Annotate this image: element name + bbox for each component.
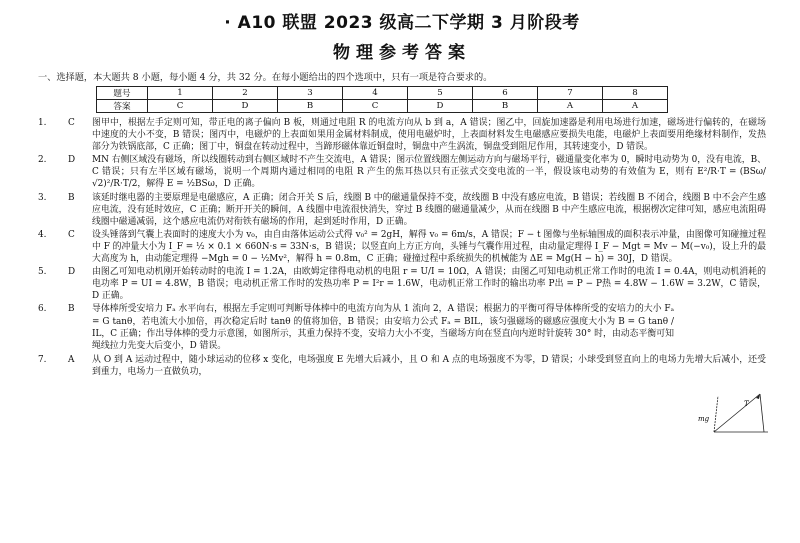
table-cell: A (603, 100, 668, 113)
table-row (97, 100, 668, 113)
question-number: 7. (38, 354, 47, 365)
table-cell: 8 (603, 87, 668, 100)
question-explanation: 图甲中，根据左手定则可知，带正电的离子偏向 B 板，则通过电阻 R 的电流方向从 b 到 a，A 错误；图乙中，回旋加速器是利用电场进行加速，磁场进行偏转的，在磁场中速度的大小不变，B 错误；图丙中，电磁炉的上表面如果用金属材料制成，使用电磁炉时，上表面材料发生电磁感应要损失电能，电磁炉上表面要用绝缘材料制作，发热部分为铁锅底部，C 正确；图丁中，铜盘在转动过程中，当蹄形磁体靠近铜盘时，铜盘中产生涡流，铜盘受到阻尼作用，其转速变小，D 错误。 (92, 118, 766, 153)
table-cell: 2 (213, 87, 278, 100)
diagram-tension-line (714, 394, 760, 432)
table-cell: 6 (473, 87, 538, 100)
question-number: 5. (38, 267, 47, 278)
diagram-force-line (760, 394, 764, 432)
table-cell: B (278, 100, 343, 113)
diagram-dashed-line (714, 396, 718, 432)
question-answer: B (68, 192, 75, 203)
table-cell: 7 (538, 87, 603, 100)
question-item (38, 192, 766, 228)
question-answer: D (68, 267, 76, 278)
question-item (38, 229, 766, 265)
question-answer: C (68, 229, 75, 240)
table-cell: C (148, 100, 213, 113)
question-answer: A (68, 354, 75, 365)
table-cell: A (538, 100, 603, 113)
table-cell: C (343, 100, 408, 113)
question-answer: C (68, 118, 75, 128)
question-explanation: 导体棒所受安培力 Fₐ 水平向右，根据左手定则可判断导体棒中的电流方向为从 1 流向 2，A 错误；根据力的平衡可得导体棒所受的安培力的大小 Fₐ = G tanθ，若电流大小加倍，再次稳定后时 tanθ 的值将加倍，B 错误；由安培力公式 Fₐ = BIL，该匀强磁场的磁感应强度大小为 B = G tanθ / IL，C 正确；作出导体棒的受力示意图，如图所示，其重力保持不变，安培力大小不变，当磁场方向在竖直向内逆时针旋转 30° 时，由动态平衡可知绳线拉力先变大后变小，D 错误。 (92, 304, 674, 351)
question-explanation: 设头锤落到气囊上表面时的速度大小为 v₀，由自由落体运动公式得 v₀² = 2gH，解得 v₀ = 6m/s，A 错误；F − t 图像与坐标轴围成的面积表示冲量，由图像可知碰撞过程中 F 的冲量大小为 I_F = ½ × 0.1 × 660N·s = 33N·s，B 错误；以竖直向上方正方向，头锤与气囊作用过程，由动量定理得 I_F − Mgt = Mv − M(−v₀)，设上升的最大高度为 h，由动能定理得 −Mgh = 0 − ½Mv²，解得 h = 0.8m，C 正确；碰撞过程中系统损失的机械能为 ΔE = Mg(H − h) = 30J，D 错误。 (92, 229, 766, 265)
question-answer: B (68, 304, 75, 315)
question-number: 1. (38, 118, 47, 128)
table-cell: B (473, 100, 538, 113)
question-explanation: 由图乙可知电动机刚开始转动时的电流 I = 1.2A，由欧姆定律得电动机的电阻 r = U/I = 10Ω，A 错误；由图乙可知电动机正常工作时的电流 I = 0.4A，则电动机消耗的电功率 P = UI = 4.8W，B 错误；电动机正常工作时的发热功率 P = I²r = 1.6W，电动机正常工作时的输出功率 P出 = P − P热 = 4.8W − 1.6W = 3.2W，C 错误，D 正确。 (92, 267, 766, 302)
table-cell: 1 (148, 87, 213, 100)
question-item (38, 354, 766, 378)
question-item (38, 266, 766, 302)
question-item (38, 303, 766, 351)
exam-title: · A10 联盟 2023 级高二下学期 3 月阶段考 (224, 13, 580, 33)
question-number: 4. (38, 229, 47, 240)
table-cell: 4 (343, 87, 408, 100)
force-diagram-svg (698, 388, 778, 443)
question-answer: D (68, 155, 76, 166)
table-cell: 答案 (97, 100, 148, 113)
question-list (38, 117, 766, 378)
table-row (97, 87, 668, 100)
diagram-label-mg: mg (698, 415, 710, 423)
diagram-label-T: T (744, 400, 749, 408)
force-diagram (698, 388, 778, 443)
section-instructions: 一、选择题，本大题共 8 小题，每小题 4 分，共 32 分。在每小题给出的四个选项中，只有一项是符合要求的。 (38, 72, 493, 83)
page-title: 物理参考答案 (333, 43, 471, 63)
question-item (38, 154, 766, 190)
question-item (38, 117, 766, 153)
table-cell: 5 (408, 87, 473, 100)
question-explanation: 该延时继电器的主要原理是电磁感应，A 正确；闭合开关 S 后，线圈 B 中的磁通量保持不变，故线圈 B 中没有感应电流，B 错误；若线圈 B 不闭合，线圈 B 中不会产生感应电流，没有延时效应，C 正确；断开开关的瞬间，A 线圈中电流很快消失，穿过 B 线圈的磁通量减少，从而在线圈 B 中产生感应电流，根据楞次定律可知，感应电流阻碍线圈中磁通减弱，这个感应电流仍对衔铁有磁场的作用，起到延时作用，D 正确。 (92, 192, 766, 227)
question-number: 2. (38, 155, 47, 166)
question-explanation: MN 右侧区域没有磁场，所以线圈转动到右侧区域时不产生交流电，A 错误；图示位置线圈左侧运动方向与磁场平行，磁通量变化率为 0，瞬时电动势为 0，没有电流，B、C 错误；只有左半区域有磁场，说明一个周期内通过相同的电阻 R 产生的焦耳热以只有正弦式交变电流的一半，假设该电动势的有效值为 E，则有 E²/R·T = (BSω/√2)²/R·T/2，解得 E = ½BSω，D 正确。 (92, 155, 766, 190)
question-explanation: 从 O 到 A 运动过程中，随小球运动的位移 x 变化，电场强度 E 先增大后减小，且 O 和 A 点的电场强度不为零，D 错误；小球受到竖直向上的电场力先增大后减小，还受到重力，电场力一直做负功， (92, 354, 766, 377)
table-cell: D (408, 100, 473, 113)
question-number: 6. (38, 304, 47, 315)
table-cell: 题号 (97, 87, 148, 100)
table-cell: D (213, 100, 278, 113)
table-cell: 3 (278, 87, 343, 100)
question-number: 3. (38, 192, 47, 203)
answer-table (96, 86, 668, 113)
